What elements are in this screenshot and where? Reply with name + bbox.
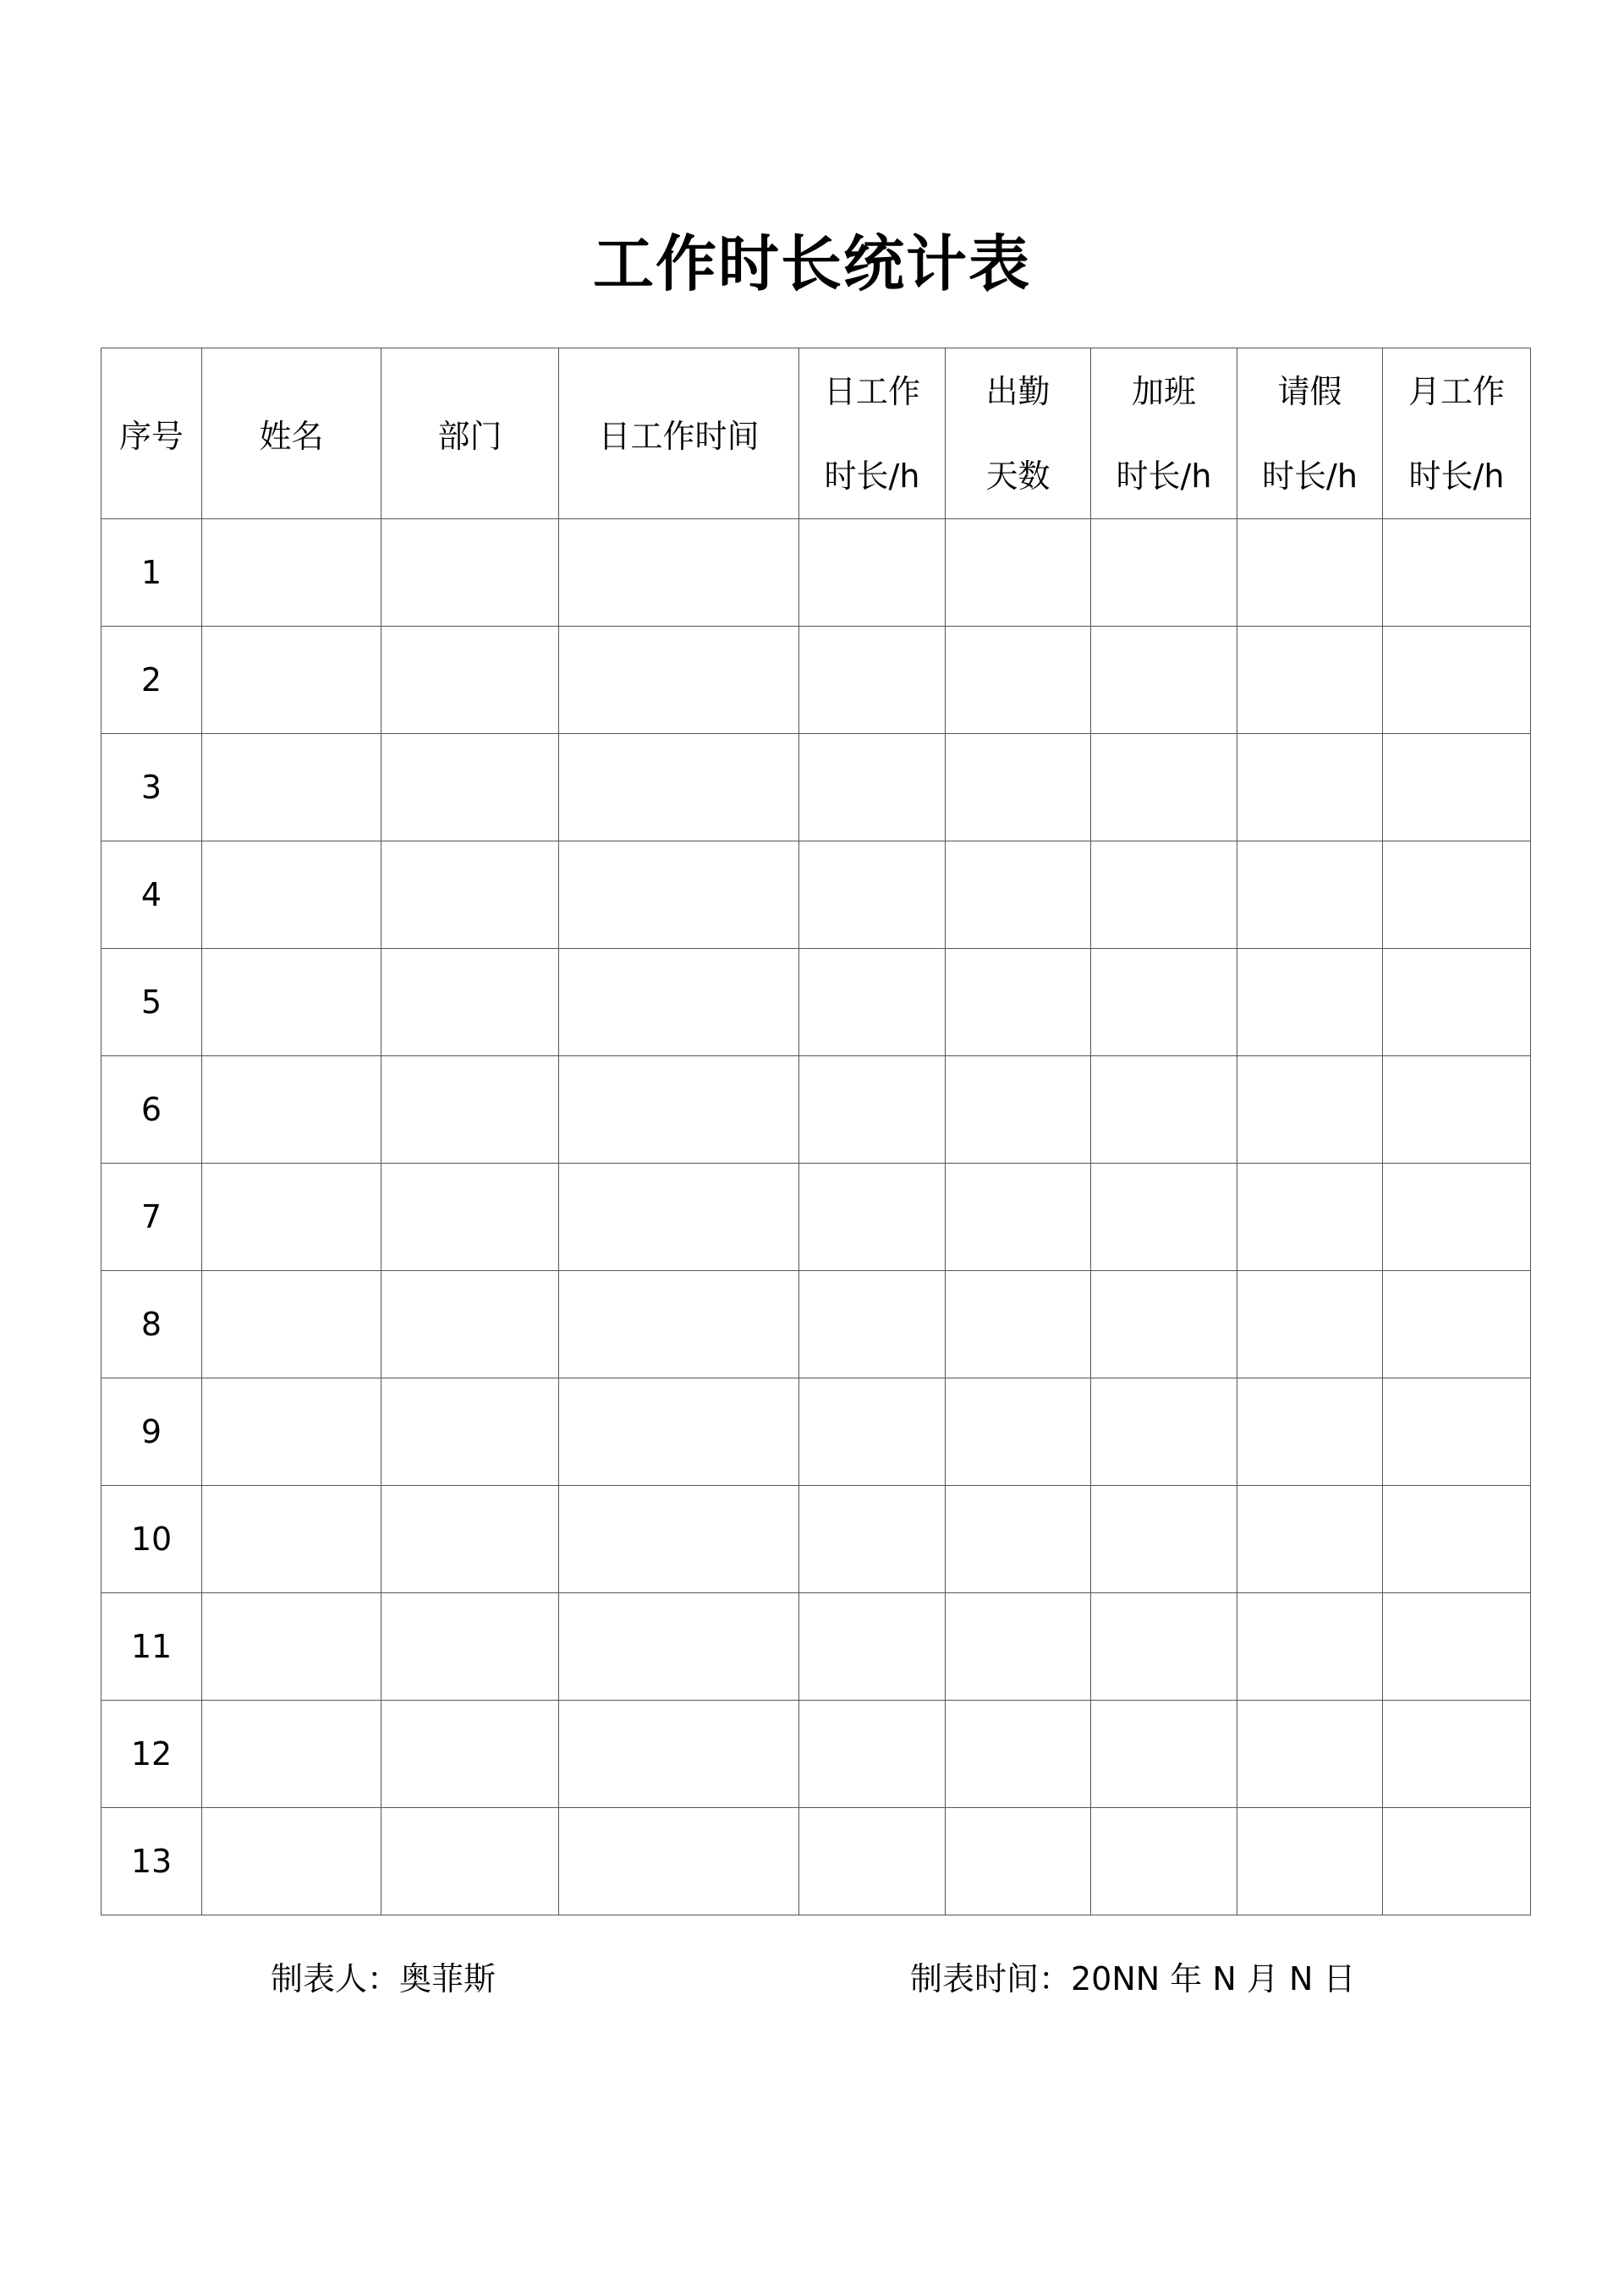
name-cell[interactable] <box>202 1593 381 1701</box>
table-date: 制表时间：20NN 年 N 月 N 日 <box>910 1960 1356 1997</box>
table-maker: 制表人：奥菲斯 <box>271 1960 497 1997</box>
leave-hours-cell[interactable] <box>1237 1164 1383 1271</box>
name-cell[interactable] <box>202 1486 381 1593</box>
attendance-days-cell[interactable] <box>946 1378 1091 1486</box>
department-cell[interactable] <box>381 1164 559 1271</box>
attendance-days-cell[interactable] <box>946 1593 1091 1701</box>
table-row <box>102 1808 1531 1915</box>
header-leave-hours: 请假 时长/h <box>1237 348 1383 519</box>
department-cell[interactable] <box>381 1808 559 1915</box>
monthly-work-hours-cell[interactable] <box>1383 841 1531 949</box>
attendance-days-cell[interactable] <box>946 1056 1091 1164</box>
department-cell[interactable] <box>381 1486 559 1593</box>
overtime-hours-cell[interactable] <box>1091 519 1237 627</box>
leave-hours-cell[interactable] <box>1237 1593 1383 1701</box>
overtime-hours-cell[interactable] <box>1091 841 1237 949</box>
monthly-work-hours-cell[interactable] <box>1383 1271 1531 1378</box>
table-row <box>102 1701 1531 1808</box>
name-cell[interactable] <box>202 1378 381 1486</box>
row-index-cell: 2 <box>102 627 202 734</box>
row-index-cell: 1 <box>102 519 202 627</box>
department-cell[interactable] <box>381 1378 559 1486</box>
monthly-work-hours-cell[interactable] <box>1383 1701 1531 1808</box>
department-cell[interactable] <box>381 841 559 949</box>
department-cell[interactable] <box>381 519 559 627</box>
table-row <box>102 1164 1531 1271</box>
department-cell[interactable] <box>381 1271 559 1378</box>
leave-hours-cell[interactable] <box>1237 519 1383 627</box>
page-title: 工作时长统计表 <box>592 228 1031 299</box>
daily-work-hours-cell[interactable] <box>799 1808 946 1915</box>
name-cell[interactable] <box>202 519 381 627</box>
department-cell[interactable] <box>381 949 559 1056</box>
daily-work-time-cell[interactable] <box>559 1378 799 1486</box>
table-row <box>102 627 1531 734</box>
department-cell[interactable] <box>381 1701 559 1808</box>
leave-hours-cell[interactable] <box>1237 1056 1383 1164</box>
attendance-days-cell[interactable] <box>946 1164 1091 1271</box>
leave-hours-cell[interactable] <box>1237 949 1383 1056</box>
attendance-days-cell[interactable] <box>946 519 1091 627</box>
overtime-hours-cell[interactable] <box>1091 1701 1237 1808</box>
table-row <box>102 1271 1531 1378</box>
department-cell[interactable] <box>381 734 559 841</box>
name-cell[interactable] <box>202 734 381 841</box>
monthly-work-hours-cell[interactable] <box>1383 1056 1531 1164</box>
monthly-work-hours-cell[interactable] <box>1383 1486 1531 1593</box>
attendance-days-cell[interactable] <box>946 841 1091 949</box>
monthly-work-hours-cell[interactable] <box>1383 519 1531 627</box>
row-index-cell: 7 <box>102 1164 202 1271</box>
row-index-cell: 13 <box>102 1808 202 1915</box>
overtime-hours-cell[interactable] <box>1091 1056 1237 1164</box>
leave-hours-cell[interactable] <box>1237 1378 1383 1486</box>
daily-work-hours-cell[interactable] <box>799 1271 946 1378</box>
header-daily-work-time: 日工作时间 <box>559 348 799 519</box>
row-index-cell: 9 <box>102 1378 202 1486</box>
row-index-cell: 6 <box>102 1056 202 1164</box>
overtime-hours-cell[interactable] <box>1091 1271 1237 1378</box>
leave-hours-cell[interactable] <box>1237 841 1383 949</box>
header-attendance-days: 出勤 天数 <box>946 348 1091 519</box>
daily-work-time-cell[interactable] <box>559 1271 799 1378</box>
attendance-days-cell[interactable] <box>946 1271 1091 1378</box>
overtime-hours-cell[interactable] <box>1091 1808 1237 1915</box>
daily-work-time-cell[interactable] <box>559 1164 799 1271</box>
row-index-cell: 4 <box>102 841 202 949</box>
daily-work-time-cell[interactable] <box>559 1056 799 1164</box>
daily-work-time-cell[interactable] <box>559 519 799 627</box>
attendance-days-cell[interactable] <box>946 734 1091 841</box>
header-overtime-hours: 加班 时长/h <box>1091 348 1237 519</box>
row-index-cell: 5 <box>102 949 202 1056</box>
daily-work-hours-cell[interactable] <box>799 627 946 734</box>
monthly-work-hours-cell[interactable] <box>1383 1164 1531 1271</box>
leave-hours-cell[interactable] <box>1237 1808 1383 1915</box>
department-cell[interactable] <box>381 1056 559 1164</box>
attendance-days-cell[interactable] <box>946 627 1091 734</box>
name-cell[interactable] <box>202 1271 381 1378</box>
daily-work-time-cell[interactable] <box>559 841 799 949</box>
name-cell[interactable] <box>202 1701 381 1808</box>
header-index: 序号 <box>102 348 202 519</box>
department-cell[interactable] <box>381 1593 559 1701</box>
monthly-work-hours-cell[interactable] <box>1383 734 1531 841</box>
monthly-work-hours-cell[interactable] <box>1383 949 1531 1056</box>
daily-work-hours-cell[interactable] <box>799 1701 946 1808</box>
attendance-days-cell[interactable] <box>946 949 1091 1056</box>
table-row <box>102 734 1531 841</box>
row-index-cell: 10 <box>102 1486 202 1593</box>
table-row <box>102 519 1531 627</box>
header-name: 姓名 <box>202 348 381 519</box>
table-row <box>102 1593 1531 1701</box>
monthly-work-hours-cell[interactable] <box>1383 1378 1531 1486</box>
daily-work-time-cell[interactable] <box>559 627 799 734</box>
daily-work-time-cell[interactable] <box>559 949 799 1056</box>
overtime-hours-cell[interactable] <box>1091 1378 1237 1486</box>
daily-work-hours-cell[interactable] <box>799 841 946 949</box>
daily-work-hours-cell[interactable] <box>799 1378 946 1486</box>
overtime-hours-cell[interactable] <box>1091 627 1237 734</box>
attendance-days-cell[interactable] <box>946 1486 1091 1593</box>
attendance-days-cell[interactable] <box>946 1701 1091 1808</box>
leave-hours-cell[interactable] <box>1237 627 1383 734</box>
overtime-hours-cell[interactable] <box>1091 1164 1237 1271</box>
row-index-cell: 12 <box>102 1701 202 1808</box>
leave-hours-cell[interactable] <box>1237 1486 1383 1593</box>
daily-work-hours-cell[interactable] <box>799 1486 946 1593</box>
table-header-row <box>102 348 1531 519</box>
table-row <box>102 1378 1531 1486</box>
leave-hours-cell[interactable] <box>1237 734 1383 841</box>
name-cell[interactable] <box>202 841 381 949</box>
table-row <box>102 1486 1531 1593</box>
table-row <box>102 841 1531 949</box>
daily-work-hours-cell[interactable] <box>799 1164 946 1271</box>
name-cell[interactable] <box>202 1164 381 1271</box>
daily-work-time-cell[interactable] <box>559 734 799 841</box>
name-cell[interactable] <box>202 1056 381 1164</box>
work-hours-table <box>101 348 1531 1915</box>
daily-work-time-cell[interactable] <box>559 1701 799 1808</box>
daily-work-time-cell[interactable] <box>559 1808 799 1915</box>
row-index-cell: 3 <box>102 734 202 841</box>
daily-work-time-cell[interactable] <box>559 1486 799 1593</box>
daily-work-hours-cell[interactable] <box>799 1593 946 1701</box>
monthly-work-hours-cell[interactable] <box>1383 627 1531 734</box>
row-index-cell: 11 <box>102 1593 202 1701</box>
table-row <box>102 949 1531 1056</box>
daily-work-hours-cell[interactable] <box>799 734 946 841</box>
overtime-hours-cell[interactable] <box>1091 1593 1237 1701</box>
monthly-work-hours-cell[interactable] <box>1383 1808 1531 1915</box>
daily-work-time-cell[interactable] <box>559 1593 799 1701</box>
name-cell[interactable] <box>202 1808 381 1915</box>
header-department: 部门 <box>381 348 559 519</box>
department-cell[interactable] <box>381 627 559 734</box>
header-monthly-work-hours: 月工作 时长/h <box>1383 348 1531 519</box>
name-cell[interactable] <box>202 949 381 1056</box>
row-index-cell: 8 <box>102 1271 202 1378</box>
table-row <box>102 1056 1531 1164</box>
leave-hours-cell[interactable] <box>1237 1701 1383 1808</box>
monthly-work-hours-cell[interactable] <box>1383 1593 1531 1701</box>
overtime-hours-cell[interactable] <box>1091 1486 1237 1593</box>
daily-work-hours-cell[interactable] <box>799 949 946 1056</box>
overtime-hours-cell[interactable] <box>1091 734 1237 841</box>
leave-hours-cell[interactable] <box>1237 1271 1383 1378</box>
attendance-days-cell[interactable] <box>946 1808 1091 1915</box>
name-cell[interactable] <box>202 627 381 734</box>
header-daily-work-hours: 日工作 时长/h <box>799 348 946 519</box>
overtime-hours-cell[interactable] <box>1091 949 1237 1056</box>
daily-work-hours-cell[interactable] <box>799 519 946 627</box>
daily-work-hours-cell[interactable] <box>799 1056 946 1164</box>
